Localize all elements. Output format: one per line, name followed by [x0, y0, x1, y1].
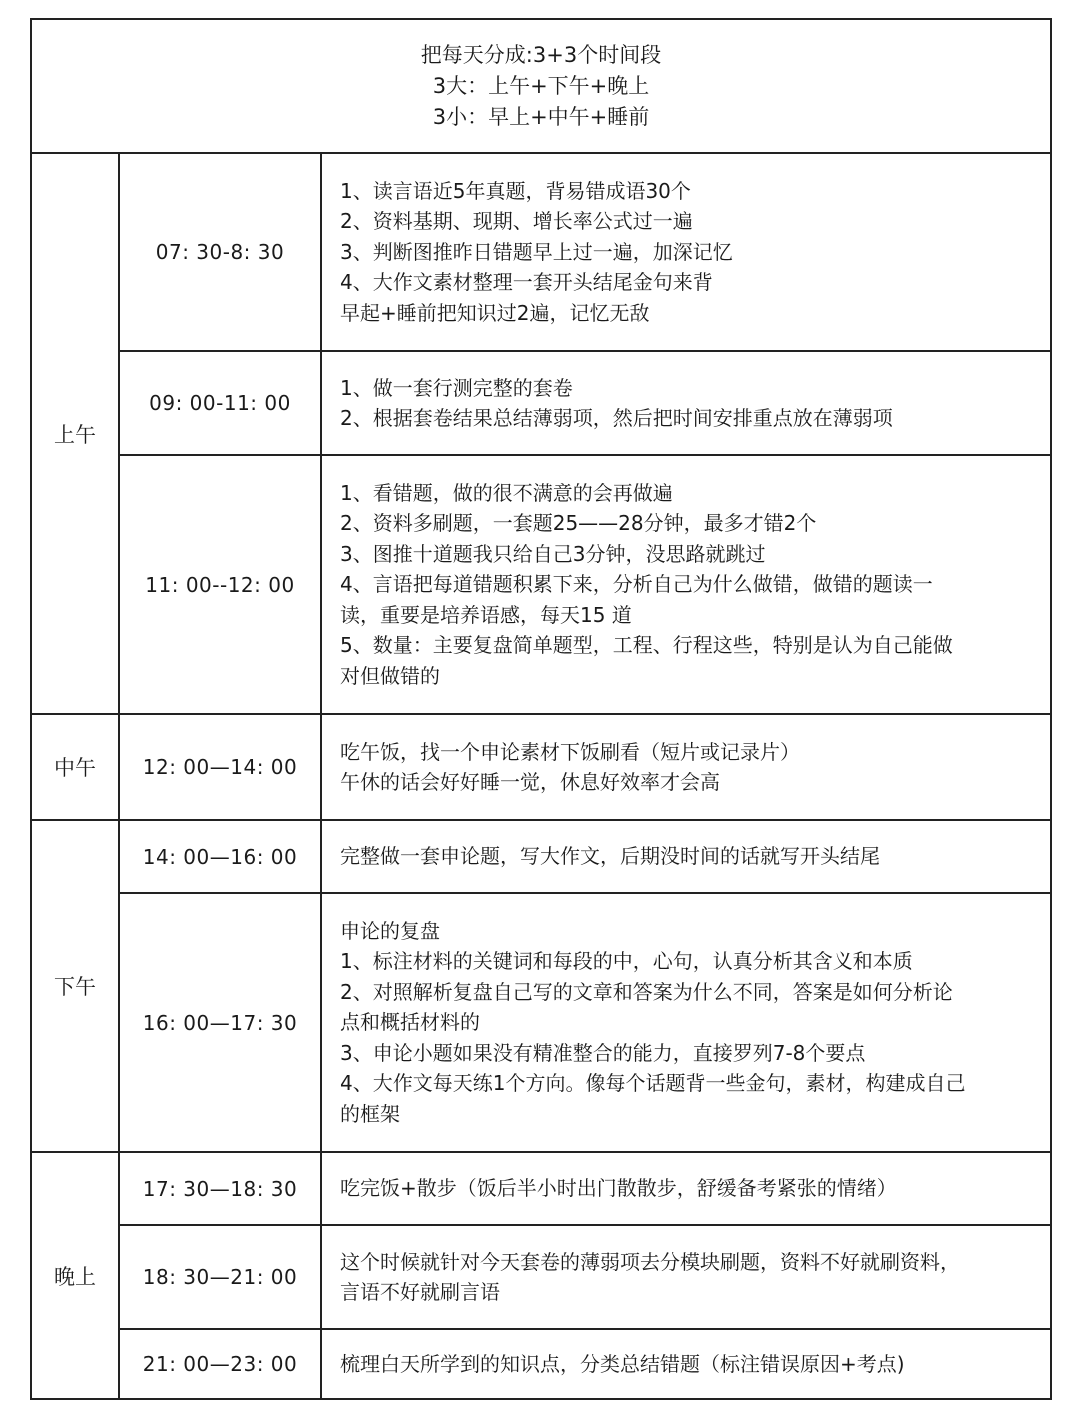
content-line: 4、言语把每道错题积累下来，分析自己为什么做错，做错的题读一	[340, 572, 933, 597]
content-line: 2、根据套卷结果总结薄弱项，然后把时间安排重点放在薄弱项	[340, 406, 893, 430]
content-line: 5、数量：主要复盘简单题型，工程、行程这些，特别是认为自己能做	[340, 633, 953, 658]
table-row-content	[322, 821, 1050, 894]
content-line: 吃完饭+散步（饭后半小时出门散散步，舒缓备考紧张的情绪）	[340, 1176, 897, 1201]
content-line: 1、做一套行测完整的套卷	[340, 375, 573, 400]
table-row-time: 09: 00-11: 00	[120, 352, 322, 456]
content-line: 早起+睡前把知识过2遍，记忆无敌	[340, 300, 650, 325]
header-line-2: 3大：上午+下午+晚上	[432, 73, 650, 98]
table-row-time: 18: 30—21: 00	[120, 1226, 322, 1330]
content-line: 3、判断图推昨日错题早上过一遍，加深记忆	[340, 239, 733, 264]
content-line: 完整做一套申论题，写大作文，后期没时间的话就写开头结尾	[340, 844, 880, 869]
content-line: 1、标注材料的关键词和每段的中，心句，认真分析其含义和本质	[340, 949, 913, 974]
content-line: 2、资料多刷题，一套题25——28分钟，最多才错2个	[340, 511, 817, 536]
header-line-1: 把每天分成:3+3个时间段	[420, 42, 662, 67]
table-row-time: 11: 00--12: 00	[120, 456, 322, 715]
content-line: 吃午饭，找一个申论素材下饭刷看（短片或记录片）	[340, 739, 800, 764]
content-line: 3、申论小题如果没有精准整合的能力，直接罗列7-8个要点	[340, 1040, 866, 1065]
content-line: 这个时候就针对今天套卷的薄弱项去分模块刷题，资料不好就刷资料，	[340, 1249, 960, 1274]
table-row-time: 16: 00—17: 30	[120, 894, 322, 1153]
content-line: 1、读言语近5年真题，背易错成语30个	[340, 178, 691, 203]
table-row-content	[322, 456, 1050, 715]
table-row-time: 12: 00—14: 00	[120, 715, 322, 821]
period-afternoon	[32, 821, 120, 1153]
period-label: 上午	[54, 422, 96, 447]
table-row-content	[322, 154, 1050, 352]
table-header	[32, 20, 1050, 154]
period-label: 晚上	[54, 1264, 96, 1289]
content-line: 对但做错的	[340, 663, 440, 688]
content-line: 申论的复盘	[340, 918, 440, 943]
content-line: 4、大作文每天练1个方向。像每个话题背一些金句，素材，构建成自己	[340, 1071, 966, 1096]
table-row-time: 17: 30—18: 30	[120, 1153, 322, 1226]
table-row-content	[322, 894, 1050, 1153]
content-line: 的框架	[340, 1101, 400, 1126]
period-label: 下午	[54, 975, 96, 999]
table-row-content	[322, 715, 1050, 821]
content-line: 3、图推十道题我只给自己3分钟，没思路就跳过	[340, 541, 766, 566]
table-row-time: 21: 00—23: 00	[120, 1330, 322, 1398]
table-row-time: 14: 00—16: 00	[120, 821, 322, 894]
period-evening	[32, 1153, 120, 1398]
content-line: 2、对照解析复盘自己写的文章和答案为什么不同，答案是如何分析论	[340, 979, 953, 1004]
period-morning	[32, 154, 120, 715]
table-row-time: 07: 30-8: 30	[120, 154, 322, 352]
period-noon	[32, 715, 120, 821]
content-line: 读，重要是培养语感，每天15 道	[340, 602, 632, 627]
header-line-3: 3小：早上+中午+睡前	[432, 104, 650, 129]
table-row-content	[322, 1153, 1050, 1226]
content-line: 点和概括材料的	[340, 1010, 480, 1035]
content-line: 梳理白天所学到的知识点，分类总结错题（标注错误原因+考点)	[340, 1351, 905, 1376]
period-label: 中午	[54, 756, 96, 780]
table-row-content	[322, 1226, 1050, 1330]
content-line: 1、看错题，做的很不满意的会再做遍	[340, 480, 673, 505]
content-line: 午休的话会好好睡一觉，休息好效率才会高	[340, 770, 720, 794]
table-row-content	[322, 1330, 1050, 1398]
content-line: 2、资料基期、现期、增长率公式过一遍	[340, 209, 693, 234]
schedule-table	[30, 18, 1052, 1400]
table-row-content	[322, 352, 1050, 456]
content-line: 4、大作文素材整理一套开头结尾金句来背	[340, 270, 713, 295]
content-line: 言语不好就刷言语	[340, 1280, 500, 1304]
